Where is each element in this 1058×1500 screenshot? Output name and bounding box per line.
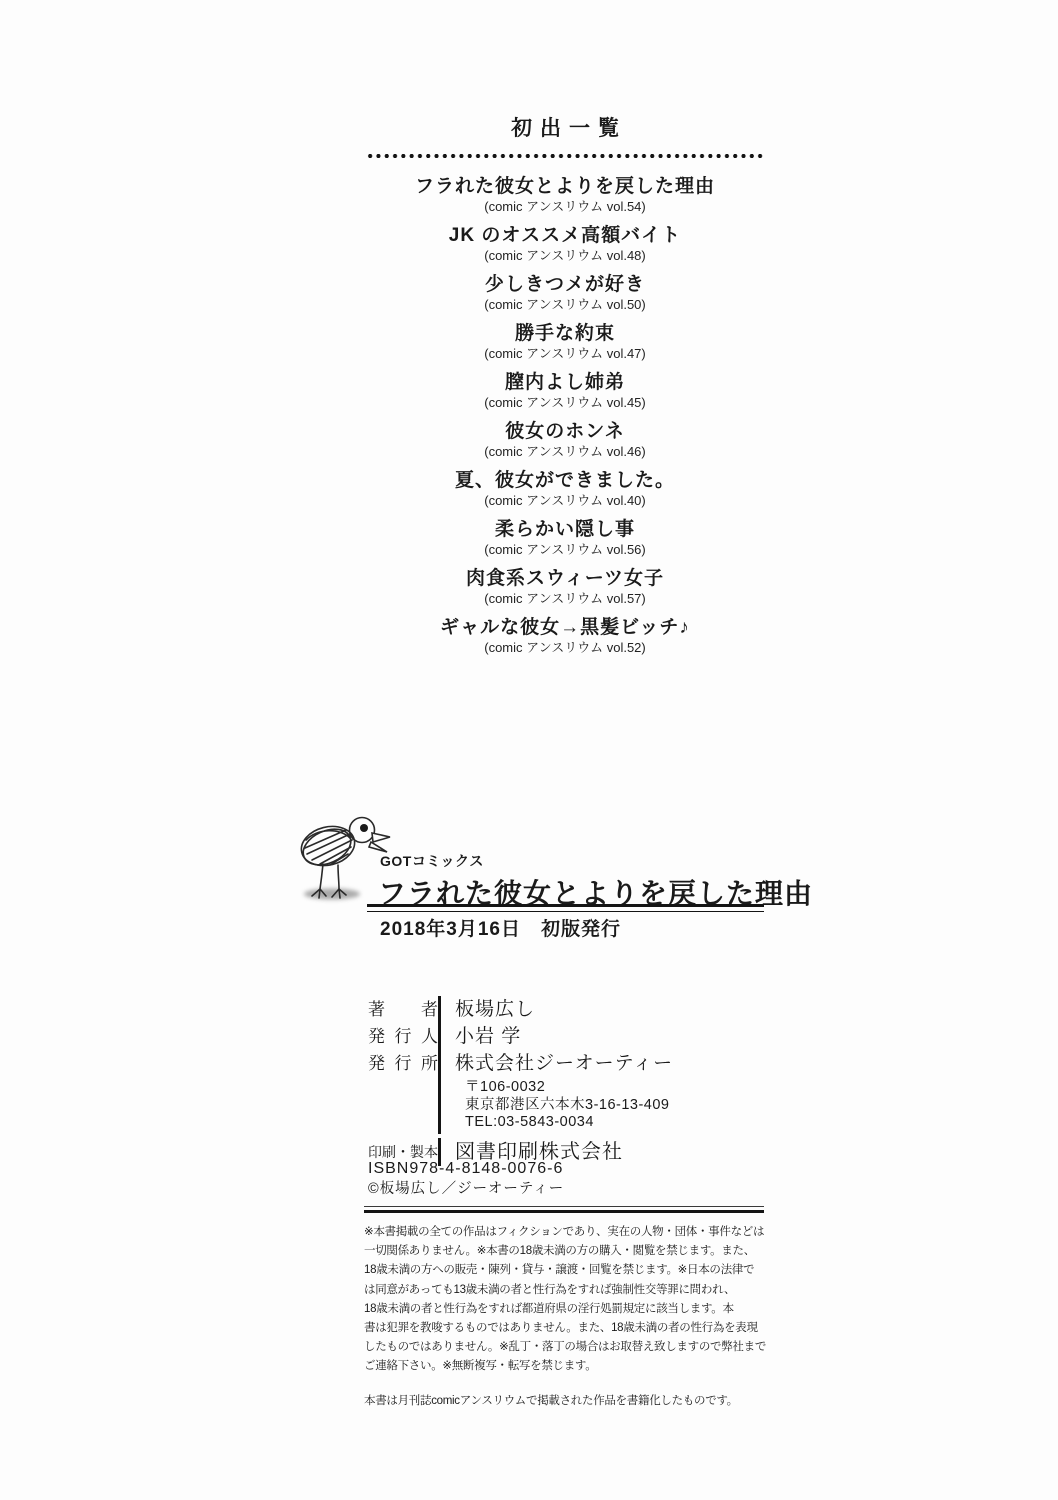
book-title: フラれた彼女とよりを戻した理由 xyxy=(378,878,814,909)
printer-name: 図書印刷株式会社 xyxy=(438,1138,768,1166)
works-section-title: 初出一覧 xyxy=(511,117,627,140)
author-name: 板場広し xyxy=(438,996,768,1023)
work-source: (comic アンスリウム vol.52) xyxy=(484,640,646,655)
phone-number: TEL:03-5843-0034 xyxy=(465,1114,594,1130)
work-item xyxy=(366,616,764,655)
isbn-block xyxy=(368,1158,564,1199)
works-section xyxy=(366,117,764,665)
work-source: (comic アンスリウム vol.54) xyxy=(484,199,646,214)
publisher-address xyxy=(455,1079,768,1134)
work-item xyxy=(366,420,764,459)
isbn-text: ISBN978-4-8148-0076-6 xyxy=(368,1160,564,1177)
work-source: (comic アンスリウム vol.46) xyxy=(484,444,646,459)
author-label: 著 者 xyxy=(368,1000,438,1019)
work-item xyxy=(366,224,764,263)
work-item xyxy=(366,175,764,214)
publisher-person-name: 小岩 学 xyxy=(438,1023,768,1050)
edition-date: 2018年3月16日 初版発行 xyxy=(380,919,621,940)
disclaimer-line: 書は犯罪を教唆するものではありません。また、18歳未満の者の性行為を表現 xyxy=(364,1322,758,1335)
work-title: 膣内よし姉弟 xyxy=(504,372,625,393)
printer-label: 印刷・製本 xyxy=(368,1143,438,1160)
work-source: (comic アンスリウム vol.57) xyxy=(484,591,646,606)
publisher-person-row xyxy=(368,1023,768,1050)
disclaimer-line: したものではありません。※乱丁・落丁の場合はお取替え致しますので弊社まで xyxy=(364,1341,767,1354)
work-source: (comic アンスリウム vol.56) xyxy=(484,542,646,557)
work-title: 彼女のホンネ xyxy=(505,421,625,442)
work-title: フラれた彼女とよりを戻した理由 xyxy=(414,176,715,197)
work-source: (comic アンスリウム vol.47) xyxy=(484,346,646,361)
book-note: 本書は月刊誌comicアンスリウムで掲載された作品を書籍化したものです。 xyxy=(364,1395,738,1407)
publisher-person-label: 発 行 人 xyxy=(368,1027,438,1046)
author-row xyxy=(368,996,768,1023)
publisher-label: 発 行 所 xyxy=(368,1054,438,1073)
work-source: (comic アンスリウム vol.45) xyxy=(484,395,646,410)
copyright-text: ©板場広し／ジーオーティー xyxy=(368,1181,565,1197)
postal-code: 〒106-0032 xyxy=(465,1079,546,1095)
work-item xyxy=(366,518,764,557)
disclaimer-line: 18歳未満の方への販売・陳列・貸与・譲渡・回覧を禁じます。※日本の法律で xyxy=(364,1264,755,1277)
work-title: ギャルな彼女→黒髪ビッチ♪ xyxy=(440,617,690,638)
disclaimer-line: ※本書掲載の全ての作品はフィクションであり、実在の人物・団体・事件などは xyxy=(364,1226,765,1238)
disclaimer-line: ご連絡下さい。※無断複写・転写を禁じます。 xyxy=(364,1360,597,1373)
disclaimer-line: 18歳未満の者と性行為をすれば都道府県の淫行処罰規定に該当します。本 xyxy=(364,1302,734,1315)
disclaimer-line: 一切関係ありません。※本書の18歳未満の方の購入・閲覧を禁じます。また、 xyxy=(364,1245,755,1258)
work-item xyxy=(366,371,764,410)
imprint-series-label: GOTコミックス xyxy=(380,853,484,869)
dotted-divider xyxy=(366,153,764,159)
work-title: 夏、彼女ができました。 xyxy=(454,470,675,491)
double-rule-divider xyxy=(364,1206,764,1213)
work-item xyxy=(366,322,764,361)
disclaimer-line: は同意があっても13歳未満の者と性行為をすれば強制性交等罪に問われ、 xyxy=(364,1283,736,1296)
work-source: (comic アンスリウム vol.48) xyxy=(484,248,646,263)
work-title: 柔らかい隠し事 xyxy=(494,519,635,540)
publisher-name: 株式会社ジーオーティー xyxy=(455,1053,674,1074)
work-source: (comic アンスリウム vol.40) xyxy=(484,493,646,508)
work-title: 肉食系スウィーツ女子 xyxy=(465,568,665,589)
work-source: (comic アンスリウム vol.50) xyxy=(484,297,646,312)
work-title: 少しきつメが好き xyxy=(484,274,645,295)
publisher-info xyxy=(438,1050,768,1134)
street-address: 東京都港区六本木3-16-13-409 xyxy=(465,1096,670,1113)
work-title: JK のオススメ高額バイト xyxy=(448,225,682,246)
work-item xyxy=(366,567,764,606)
work-title: 勝手な約束 xyxy=(514,323,615,344)
publisher-row xyxy=(368,1050,768,1134)
colophon-table xyxy=(368,996,768,1166)
title-underline xyxy=(367,904,764,912)
work-item xyxy=(366,273,764,312)
disclaimer-paragraph xyxy=(364,1223,766,1377)
work-item xyxy=(366,469,764,508)
